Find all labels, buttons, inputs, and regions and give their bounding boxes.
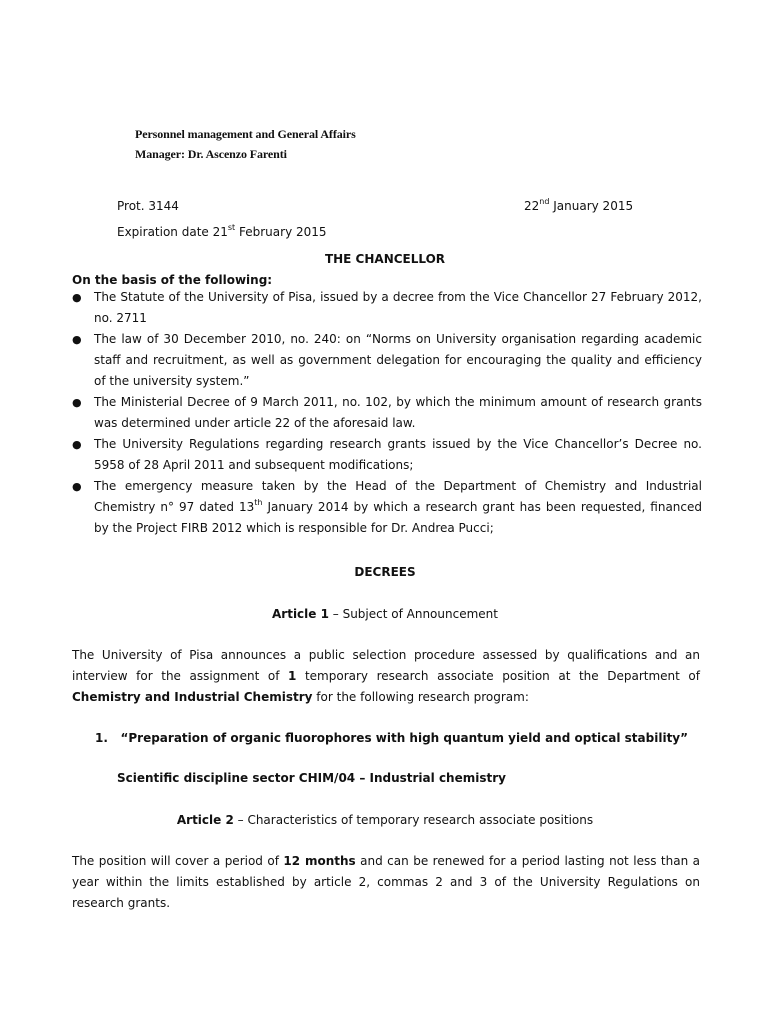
article-2-heading: Article 2 – Characteristics of temporary research associate positions [176, 813, 594, 827]
bullet-icon: ● [72, 480, 82, 493]
document-date: 22nd January 2015 [524, 197, 634, 213]
protocol-number: Prot. 3144 [117, 199, 179, 213]
list-item: ● The emergency measure taken by the Head of the Department of Chemistry and Industrial Chemistry n° 97 dated 13th January 2014 by which a research grant has been requested, financed by the Project FIRB 2012 which is responsible for Dr. Andrea Pucci; [72, 476, 702, 539]
expiration-date: Expiration date 21st February 2015 [117, 223, 327, 239]
manager-header: Manager: Dr. Ascenzo Farenti [135, 147, 287, 161]
department-header: Personnel management and General Affairs [135, 127, 356, 141]
research-program: 1. “Preparation of organic fluorophores with high quantum yield and optical stability” [95, 731, 689, 745]
article-1-heading: Article 1 – Subject of Announcement [272, 607, 498, 621]
decrees-heading: DECREES [354, 565, 416, 579]
discipline-sector: Scientific discipline sector CHIM/04 – Industrial chemistry [117, 771, 506, 785]
list-item: ● The Statute of the University of Pisa, issued by a decree from the Vice Chancellor 27 February 2012, no. 2711 [72, 287, 702, 329]
list-item: ● The Ministerial Decree of 9 March 2011, no. 102, by which the minimum amount of research grants was determined under article 22 of the aforesaid law. [72, 392, 702, 434]
position-paragraph: The position will cover a period of 12 months and can be renewed for a period lasting not less than a year within the limits established by article 2, commas 2 and 3 of the University Regulations on research grants. [72, 854, 701, 910]
bullet-icon: ● [72, 396, 82, 409]
list-item: ● The law of 30 December 2010, no. 240: on “Norms on University organisation regarding academic staff and recruitment, as well as government delegation for encouraging the quality and efficiency of the university system.” [72, 329, 702, 392]
basis-heading: On the basis of the following: [72, 273, 273, 287]
list-item: ● The University Regulations regarding research grants issued by the Vice Chancellor’s Decree no. 5958 of 28 April 2011 and subsequent modifications; [72, 434, 702, 476]
bullet-icon: ● [72, 291, 82, 304]
document-title: THE CHANCELLOR [324, 252, 446, 266]
bullet-icon: ● [72, 438, 82, 451]
bullet-icon: ● [72, 333, 82, 346]
announcement-paragraph: The University of Pisa announces a public selection procedure assessed by qualifications and an interview for the assignment of 1 temporary research associate position at the Department of Chemistry and Industrial Chemistry for the following research program: [72, 648, 700, 704]
basis-list [72, 287, 702, 539]
